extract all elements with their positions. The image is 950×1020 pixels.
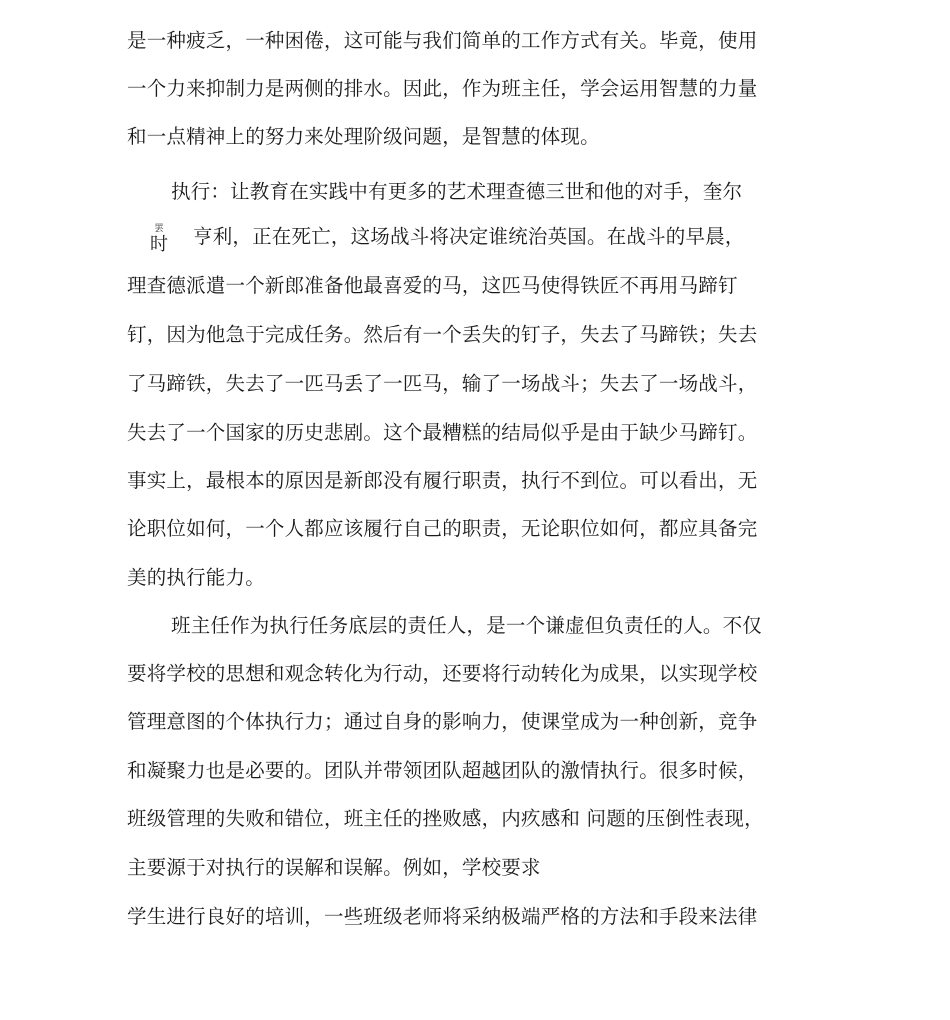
text-line: 钉，因为他急于完成任务。然后有一个丢失的钉子，失去了马蹄铁；失去	[127, 323, 758, 346]
text-line: 管理意图的个体执行力；通过自身的影响力，使课堂成为一种创新，竞争	[127, 710, 758, 733]
text-line: 了马蹄铁，失去了一匹马丢了一匹马，输了一场战斗；失去了一场战斗，	[127, 372, 758, 395]
margin-mark	[148, 224, 170, 258]
text-line: 亨利，正在死亡，这场战斗将决定谁统治英国。在战斗的早晨，	[193, 225, 745, 248]
paragraph-first-line: 班主任作为执行任务底层的责任人，是一个谦虚但负责任的人。不仅	[171, 614, 763, 637]
text-line: 和凝聚力也是必要的。团队并带领团队超越团队的激情执行。很多时候，	[127, 759, 758, 782]
text-line: 失去了一个国家的历史悲剧。这个最糟糕的结局似乎是由于缺少马蹄钉。	[127, 421, 758, 444]
text-line: 主要源于对执行的误解和误解。例如，学校要求	[127, 856, 541, 879]
text-line: 是一种疲乏，一种困倦，这可能与我们简单的工作方式有关。毕竟，使用	[127, 29, 758, 52]
text-line: 和一点精神上的努力来处理阶级问题，是智慧的体现。	[127, 125, 600, 148]
margin-mark-bottom: 时	[150, 234, 168, 255]
text-line: 学生进行良好的培训，一些班级老师将采纳极端严格的方法和手段来法律	[127, 905, 758, 928]
text-line: 论职位如何，一个人都应该履行自己的职责，无论职位如何，都应具备完	[127, 517, 758, 540]
paragraph-first-line: 执行：让教育在实践中有更多的艺术理查德三世和他的对手，奎尔	[171, 180, 743, 203]
text-line: 美的执行能力。	[127, 566, 265, 589]
text-line: 班级管理的失败和错位，班主任的挫败感，内疚感和 问题的压倒性表现，	[127, 807, 764, 830]
text-line: 理查德派遣一个新郎准备他最喜爱的马，这匹马使得铁匠不再用马蹄钉	[127, 274, 738, 297]
text-line: 要将学校的思想和观念转化为行动，还要将行动转化为成果，以实现学校	[127, 662, 758, 685]
margin-mark-top: 罢	[154, 224, 164, 234]
text-line: 事实上，最根本的原因是新郎没有履行职责，执行不到位。可以看出，无	[127, 469, 758, 492]
text-line: 一个力来抑制力是两侧的排水。因此，作为班主任，学会运用智慧的力量	[127, 77, 758, 100]
